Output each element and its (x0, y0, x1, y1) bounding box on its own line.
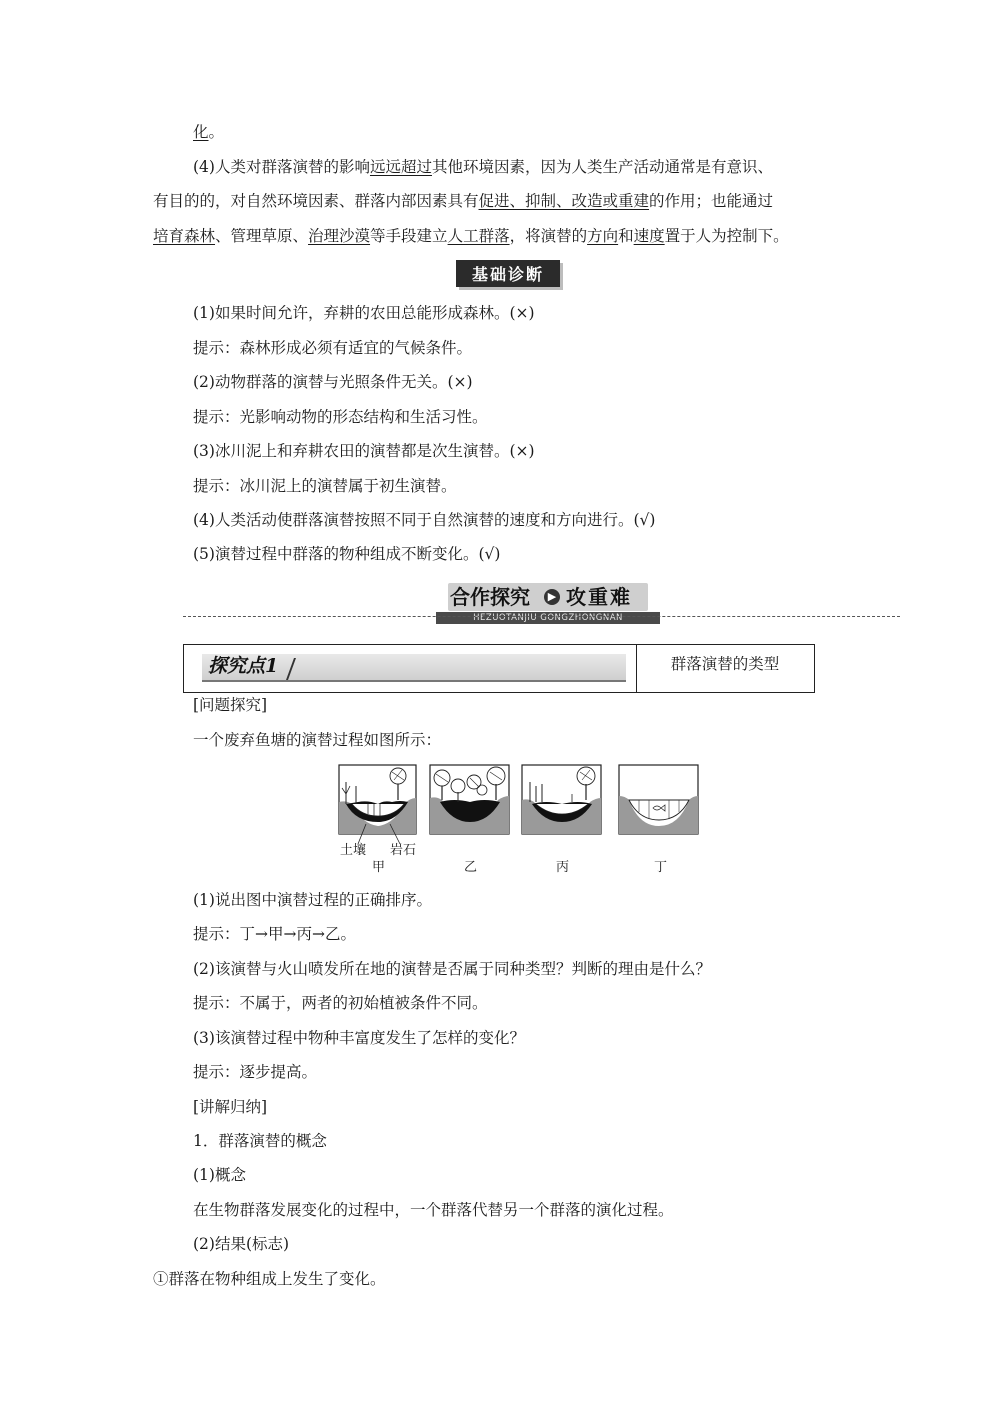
text-line (153, 190, 773, 212)
underlined-term: 人工群落 (447, 227, 510, 245)
text-fragment: 和 (618, 227, 634, 245)
underlined-term: 方向 (587, 227, 619, 245)
diagnosis-line: 提示：光影响动物的形态结构和生活习性。 (193, 408, 488, 426)
diagnosis-line: 提示：冰川泥上的演替属于初生演替。 (193, 477, 457, 495)
summary-line: (2)结果(标志) (193, 1235, 290, 1253)
section-title-a: 合作探究 (450, 585, 530, 609)
figure-label: 丙 (556, 860, 570, 875)
text-fragment: 。 (208, 123, 225, 141)
figure-label: 丁 (654, 860, 668, 875)
text-fragment: 置于人为控制下。 (664, 227, 789, 245)
text-fragment: 等手段建立 (370, 227, 448, 245)
text-fragment: ，将演替的 (509, 227, 588, 245)
section-title-b: 攻重难 (566, 585, 632, 609)
arrow-icon: ▶ (544, 589, 560, 605)
summary-header: [讲解归纳] (193, 1098, 268, 1116)
panel-ding (619, 765, 698, 834)
summary-last-line: ①群落在物种组成上发生了变化。 (153, 1270, 386, 1288)
diagnosis-line: (1)如果时间允许，弃耕的农田总能形成森林。(×) (193, 304, 535, 322)
diagnosis-line: (5)演替过程中群落的物种组成不断变化。(√) (193, 545, 501, 563)
text-line (153, 225, 789, 247)
panel-jia (339, 765, 416, 844)
inquiry-line: 提示：丁→甲→丙→乙。 (193, 925, 356, 943)
text-line (193, 156, 773, 178)
diagnosis-title: 基础诊断 (456, 260, 560, 287)
diagnosis-line: (2)动物群落的演替与光照条件无关。(×) (193, 373, 473, 391)
inquiry-header: [问题探究] (193, 696, 268, 714)
text-fragment: 的作用；也能通过 (649, 192, 774, 210)
section-subtitle: HEZUOTANJIU GONGZHONGNAN (436, 612, 660, 624)
succession-figure (338, 764, 718, 880)
text-line (193, 121, 224, 143)
diagnosis-header (456, 260, 560, 287)
underlined-term: 速度 (633, 227, 665, 245)
panel-yi (430, 765, 509, 834)
text-fragment: (4)人类对群落演替的影响 (193, 158, 370, 176)
section-title (448, 583, 648, 623)
text-fragment: 其他环境因素，因为人类生产活动通常是有意识、 (431, 158, 773, 176)
summary-line: 1．群落演替的概念 (193, 1132, 327, 1150)
underlined-term: 培育森林 (153, 227, 216, 245)
inquiry-line: 提示：逐步提高。 (193, 1063, 318, 1081)
text-fragment: 有目的的，对自然环境因素、群落内部因素具有 (153, 192, 479, 210)
inquiry-line: (1)说出图中演替过程的正确排序。 (193, 891, 432, 909)
underlined-term: 治理沙漠 (308, 227, 371, 245)
figure-label: 乙 (464, 860, 478, 875)
keypoint-label: 探究点1 (208, 655, 279, 677)
diagnosis-line: (3)冰川泥上和弃耕农田的演替都是次生演替。(×) (193, 442, 535, 460)
soil-label: 土壤 (340, 843, 367, 858)
inquiry-line: (3)该演替过程中物种丰富度发生了怎样的变化？ (193, 1029, 525, 1047)
dashed-divider (183, 616, 900, 617)
section-title-bar (448, 583, 648, 611)
inquiry-line: 提示：不属于，两者的初始植被条件不同。 (193, 994, 488, 1012)
keypoint-topic: 群落演替的类型 (670, 655, 780, 673)
inquiry-line: (2)该演替与火山喷发所在地的演替是否属于同种类型？判断的理由是什么？ (193, 960, 711, 978)
text-fragment: 、管理草原、 (215, 227, 309, 245)
summary-line: 在生物群落发展变化的过程中，一个群落代替另一个群落的演化过程。 (193, 1201, 674, 1219)
keypoint-table (183, 644, 815, 693)
summary-line: (1)概念 (193, 1166, 246, 1184)
keypoint-cell (184, 645, 637, 692)
rock-label: 岩石 (390, 843, 417, 858)
diagnosis-line: 提示：森林形成必须有适宜的气候条件。 (193, 339, 473, 357)
underlined-term: 促进、抑制、改造或重建 (478, 192, 650, 210)
inquiry-intro: 一个废弃鱼塘的演替过程如图所示： (193, 731, 442, 749)
diagnosis-line: (4)人类活动使群落演替按照不同于自然演替的速度和方向进行。(√) (193, 511, 656, 529)
underlined-term: 远远超过 (369, 158, 432, 176)
panel-bing (522, 765, 601, 834)
underlined-term: 化 (193, 123, 209, 141)
figure-label: 甲 (372, 860, 386, 875)
